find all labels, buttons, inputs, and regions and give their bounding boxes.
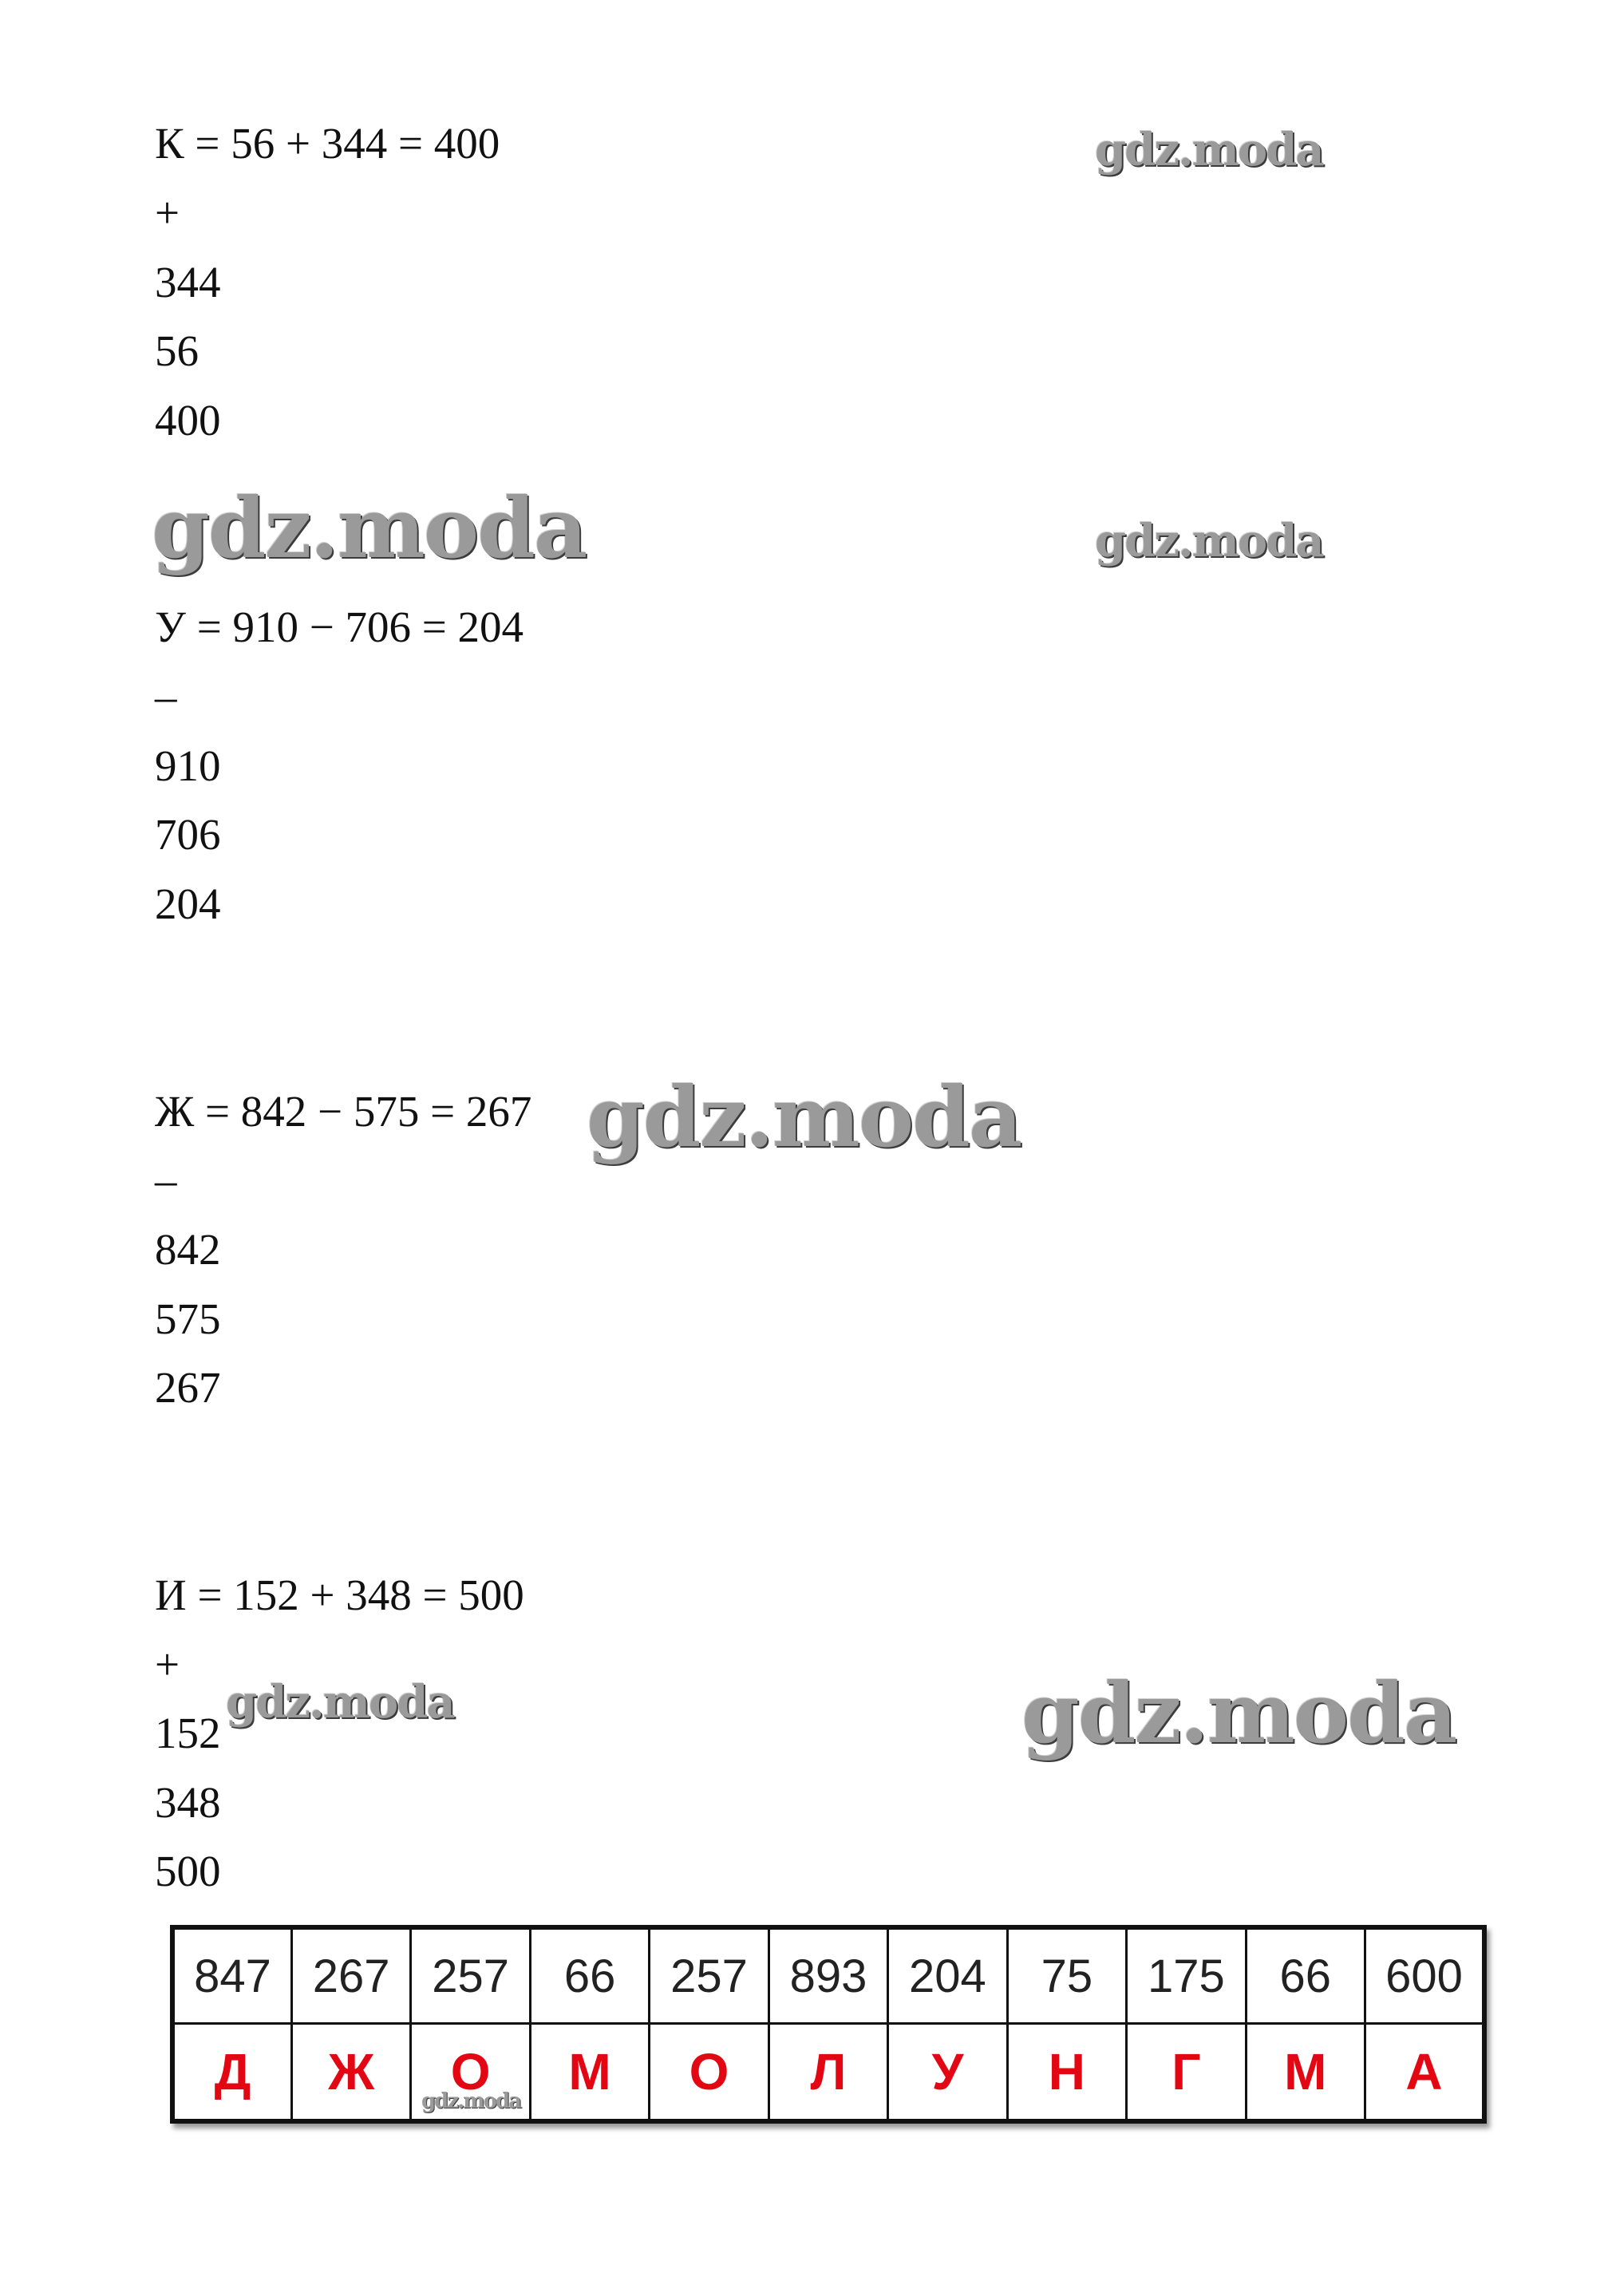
operand2-k: 56 — [155, 326, 199, 375]
number-cell: 847 — [172, 1927, 291, 2024]
letter-cell: Ж — [291, 2024, 410, 2122]
number-cell: 257 — [411, 1927, 530, 2024]
operand1-u: 910 — [155, 741, 221, 790]
letter-cell: О — [411, 2024, 530, 2122]
number-cell: 257 — [650, 1927, 768, 2024]
number-cell: 175 — [1127, 1927, 1246, 2024]
letter-cell: М — [530, 2024, 649, 2122]
operand1-k: 344 — [155, 258, 221, 306]
operator-u: – — [155, 672, 177, 721]
operator-k: + — [155, 188, 180, 237]
watermark-logo: gdz.moda — [1021, 1664, 1456, 1762]
operator-i: + — [155, 1640, 180, 1689]
watermark-logo: gdz.moda — [152, 479, 587, 577]
equation-u: У = 910 − 706 = 204 — [155, 603, 524, 651]
watermark-logo: gdz.moda — [587, 1068, 1021, 1166]
letter-cell: У — [888, 2024, 1007, 2122]
number-cell: 204 — [888, 1927, 1007, 2024]
watermark-logo: gdz.moda — [1095, 124, 1323, 176]
number-cell: 267 — [291, 1927, 410, 2024]
operator-zh: – — [155, 1156, 177, 1204]
numbers-row — [172, 1927, 1484, 2024]
letters-row — [172, 2024, 1484, 2122]
result-u: 204 — [155, 879, 221, 928]
letter-cell: А — [1365, 2024, 1484, 2122]
letter-cell: Д — [172, 2024, 291, 2122]
number-cell: 893 — [768, 1927, 887, 2024]
number-cell: 66 — [530, 1927, 649, 2024]
letter-cell: М — [1246, 2024, 1365, 2122]
watermark-logo: gdz.moda — [1095, 515, 1323, 567]
number-cell: 600 — [1365, 1927, 1484, 2024]
equation-k: К = 56 + 344 = 400 — [155, 119, 500, 168]
letter-cell: Л — [768, 2024, 887, 2122]
operand2-zh: 575 — [155, 1294, 221, 1343]
watermark-logo: gdz.moda — [421, 2089, 521, 2113]
letter-cell: Г — [1127, 2024, 1246, 2122]
result-zh: 267 — [155, 1363, 221, 1412]
equation-i: И = 152 + 348 = 500 — [155, 1571, 524, 1619]
number-cell: 66 — [1246, 1927, 1365, 2024]
operand1-i: 152 — [155, 1709, 221, 1757]
result-i: 500 — [155, 1847, 221, 1895]
operand2-u: 706 — [155, 810, 221, 859]
letter-cell: Н — [1007, 2024, 1126, 2122]
operand1-zh: 842 — [155, 1225, 221, 1274]
equation-zh: Ж = 842 − 575 = 267 — [155, 1087, 532, 1136]
result-k: 400 — [155, 396, 221, 445]
watermark-logo: gdz.moda — [226, 1676, 454, 1729]
letter-cell: О — [650, 2024, 768, 2122]
number-cell: 75 — [1007, 1927, 1126, 2024]
cipher-table — [170, 1925, 1487, 2124]
operand2-i: 348 — [155, 1778, 221, 1827]
